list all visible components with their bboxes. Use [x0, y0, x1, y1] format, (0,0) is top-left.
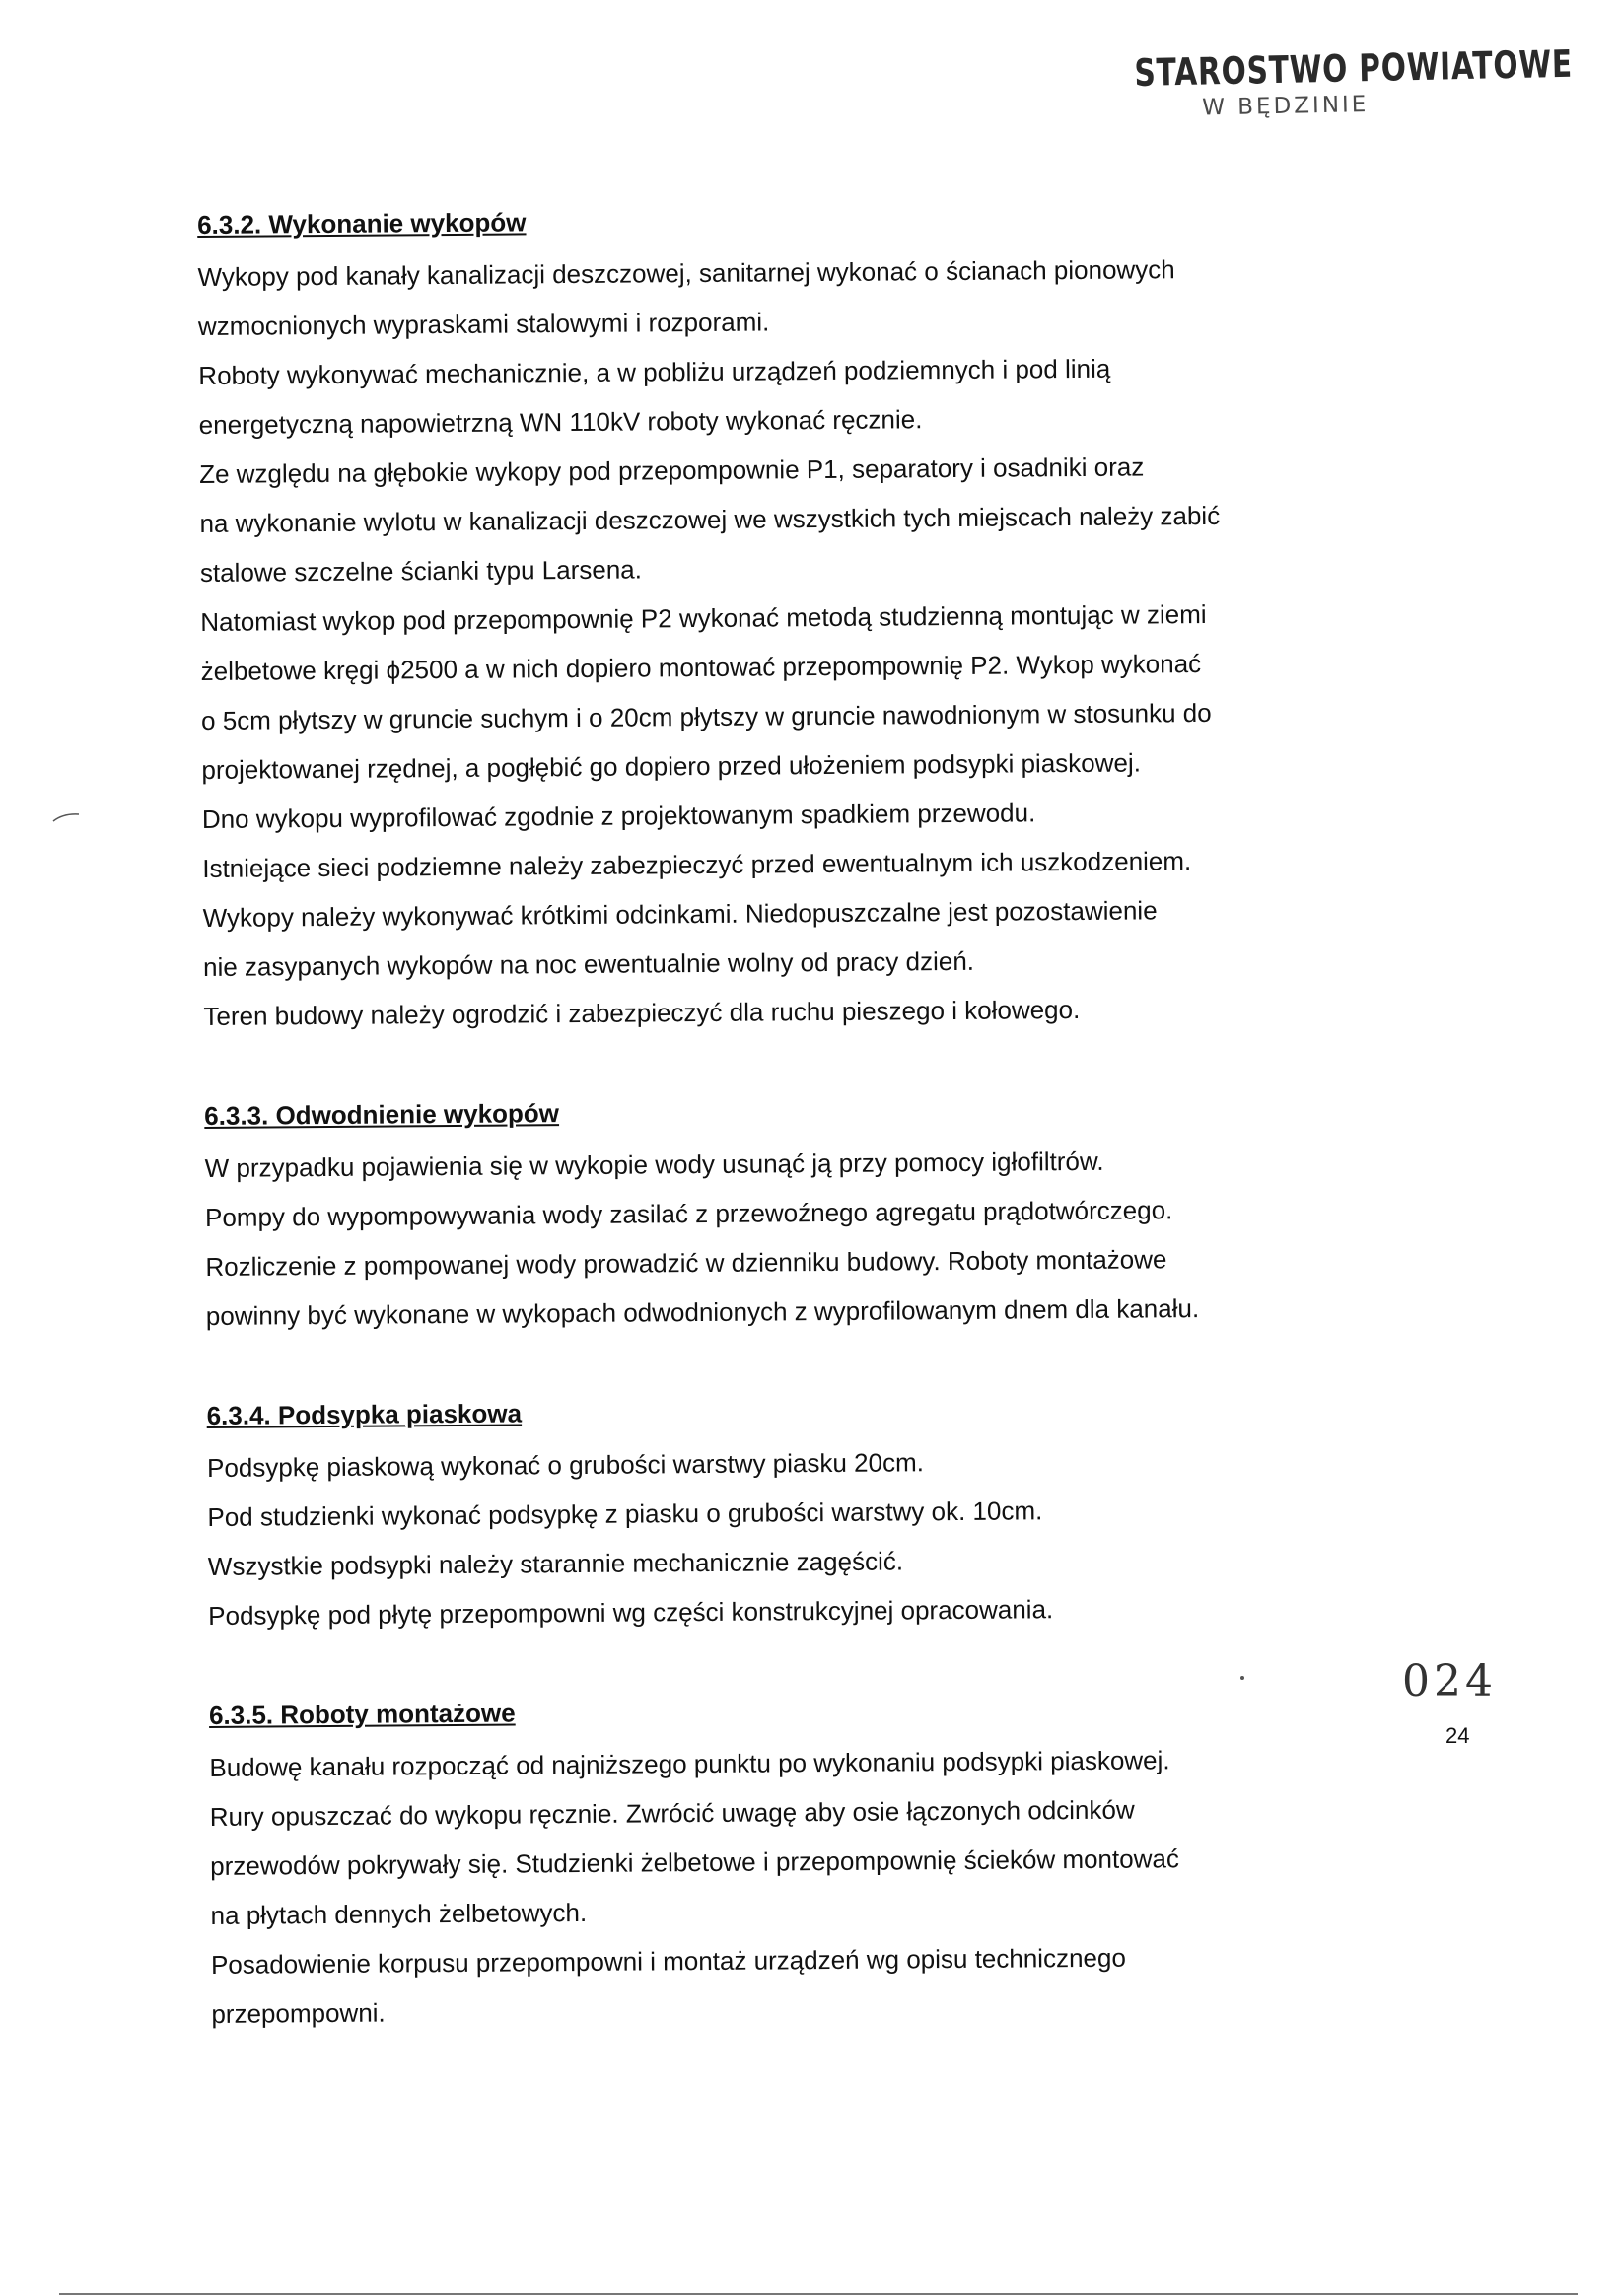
text-line: Podsypkę piaskową wykonać o grubości warstwy piasku 20cm. — [206, 1447, 925, 1483]
section-odwodnienie-wykopow — [204, 1088, 1429, 1341]
section-podsypka-piaskowa — [206, 1388, 1431, 1640]
document-body — [197, 197, 1435, 2096]
stray-dot — [1240, 1676, 1244, 1680]
section-roboty-montazowe — [209, 1688, 1435, 2039]
text-line: przewodów pokrywały się. Studzienki żelbetowe i przepompownię ścieków montować — [210, 1844, 1179, 1881]
section-heading: 6.3.2. Wykonanie wykopów — [197, 207, 527, 240]
text-line: wzmocnionych wypraskami stalowymi i rozporami. — [197, 307, 770, 341]
text-line: Rury opuszczać do wykopu ręcznie. Zwrócić uwagę aby osie łączonych odcinków — [209, 1794, 1135, 1832]
text-line: energetyczną napowietrzną WN 110kV roboty wykonać ręcznie. — [198, 404, 923, 440]
page-bottom-edge — [59, 2293, 1578, 2295]
text-line: Ze względu na głębokie wykopy pod przepompownie P1, separatory i osadniki oraz — [199, 452, 1145, 489]
text-line: przepompowni. — [211, 1997, 386, 2029]
text-line: nie zasypanych wykopów na noc ewentualnie wolny od pracy dzień. — [202, 945, 975, 982]
text-line: Natomiast wykop pod przepompownię P2 wykonać metodą studzienną montując w ziemi — [200, 598, 1207, 637]
text-line: na płytach dennych żelbetowych. — [210, 1897, 588, 1930]
text-line: Posadowienie korpusu przepompowni i montaż urządzeń wg opisu technicznego — [210, 1942, 1126, 1980]
text-line: Wszystkie podsypki należy starannie mechanicznie zagęścić. — [207, 1546, 904, 1581]
text-line: Budowę kanału rozpocząć od najniższego punktu po wykonaniu podsypki piaskowej. — [209, 1745, 1170, 1782]
office-stamp — [1134, 41, 1574, 122]
text-line: powinny być wykonane w wykopach odwodnionych z wyprofilowanym dnem dla kanału. — [205, 1293, 1200, 1331]
page-number: 24 — [1445, 1723, 1470, 1748]
text-line: stalowe szczelne ścianki typu Larsena. — [199, 554, 643, 588]
section-heading: 6.3.5. Roboty montażowe — [208, 1698, 516, 1730]
section-heading: 6.3.4. Podsypka piaskowa — [206, 1398, 523, 1430]
text-line: Pompy do wypompowywania wody zasilać z przewoźnego agregatu prądotwórczego. — [204, 1195, 1173, 1232]
stamp-office-name: STAROSTWO POWIATOWE — [1134, 41, 1574, 95]
margin-mark — [51, 811, 81, 823]
text-line: na wykonanie wylotu w kanalizacji deszczowej we wszystkich tych miejscach należy zabić — [199, 500, 1221, 538]
text-line: o 5cm płytszy w gruncie suchym i o 20cm płytszy w gruncie nawodnionym w stosunku do — [200, 697, 1212, 735]
section-wykonanie-wykopow — [197, 197, 1427, 1041]
text-line: Podsypkę pod płytę przepompowni wg części konstrukcyjnej opracowania. — [208, 1594, 1054, 1631]
text-line: Wykopy należy wykonywać krótkimi odcinkami. Niedopuszczalne jest pozostawienie — [202, 895, 1158, 933]
handwritten-sheet-number: 024 — [1402, 1656, 1497, 1706]
text-line: W przypadku pojawienia się w wykopie wody usunąć ją przy pomocy igłofiltrów. — [204, 1146, 1104, 1183]
stamp-location: W BĘDZINIE — [1201, 92, 1370, 121]
text-line: żelbetowe kręgi ϕ2500 a w nich dopiero montować przepompownię P2. Wykop wykonać — [200, 649, 1202, 686]
section-heading: 6.3.3. Odwodnienie wykopów — [204, 1098, 560, 1131]
text-line: Roboty wykonywać mechanicznie, a w pobliżu urządzeń podziemnych i pod linią — [198, 353, 1111, 390]
text-line: Istniejące sieci podziemne należy zabezpieczyć przed ewentualnym ich uszkodzeniem. — [202, 846, 1192, 883]
text-line: Pod studzienki wykonać podsypkę z piasku o grubości warstwy ok. 10cm. — [207, 1496, 1043, 1532]
text-line: Teren budowy należy ogrodzić i zabezpieczyć dla ruchu pieszego i kołowego. — [203, 994, 1081, 1031]
text-line: Wykopy pod kanały kanalizacji deszczowej, sanitarnej wykonać o ścianach pionowych — [197, 254, 1175, 292]
text-line: projektowanej rzędnej, a pogłębić go dopiero przed ułożeniem podsypki piaskowej. — [201, 747, 1142, 785]
text-line: Rozliczenie z pompowanej wody prowadzić w dzienniku budowy. Roboty montażowe — [205, 1244, 1167, 1282]
text-line: Dno wykopu wyprofilować zgodnie z projektowanym spadkiem przewodu. — [201, 798, 1036, 834]
